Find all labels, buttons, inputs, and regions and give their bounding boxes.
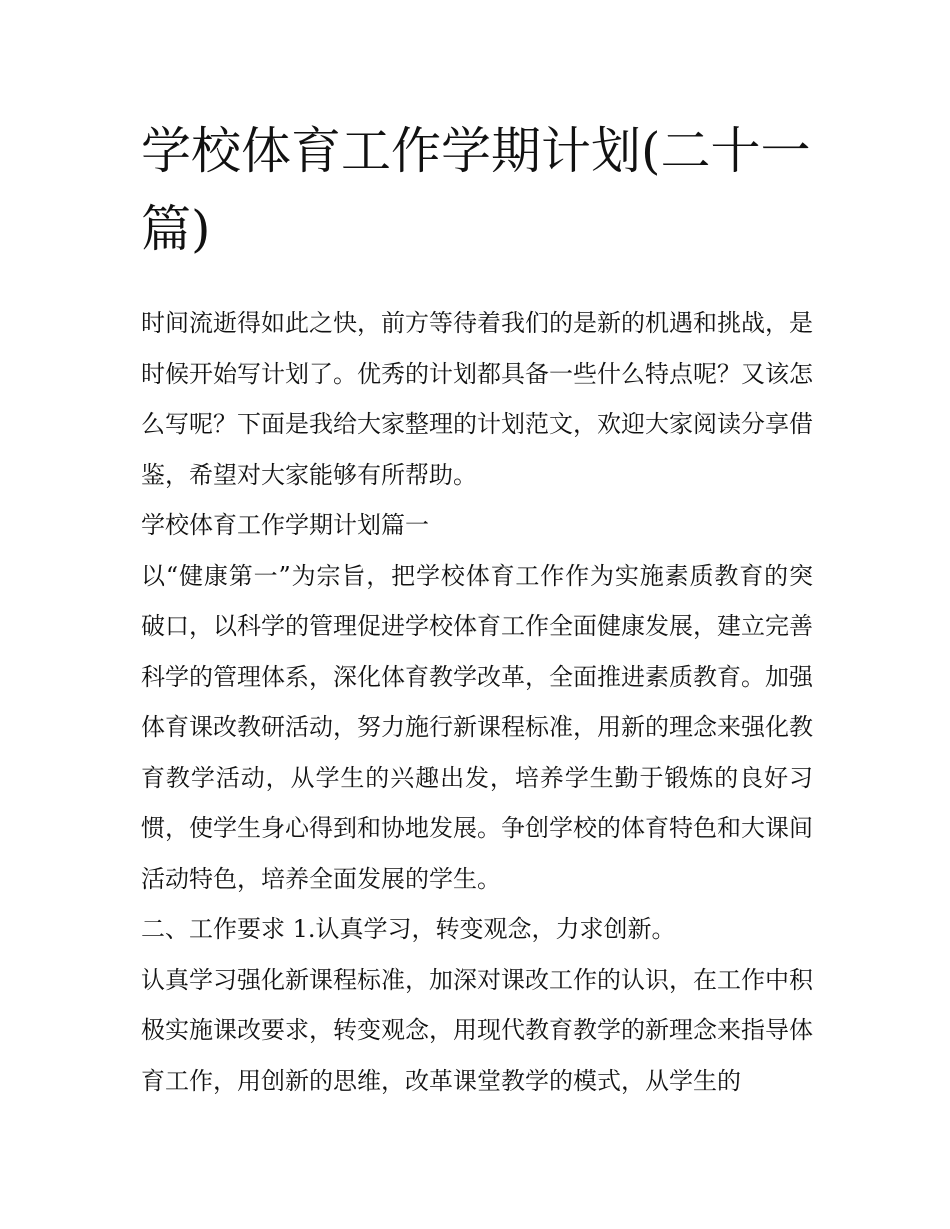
body-paragraph-2: 认真学习强化新课程标准，加深对课改工作的认识，在工作中积极实施课改要求，转变观念，用现代教育教学的新理念来指导体育工作，用创新的思维，改革课堂教学的模式，从学生的: [141, 965, 813, 1095]
body-paragraph-1: 以“健康第一”为宗旨，把学校体育工作作为实施素质教育的突破口，以科学的管理促进学校体育工作全面健康发展，建立完善科学的管理体系，深化体育教学改革，全面推进素质教育。加强体育课改教研活动，努力施行新课程标准，用新的理念来强化教育教学活动，从学生的兴趣出发，培养学生勤于锻炼的良好习惯，使学生身心得到和协地发展。争创学校的体育特色和大课间活动特色，培养全面发展的学生。: [141, 561, 813, 893]
document-body: [141, 112, 813, 1106]
section-heading: 学校体育工作学期计划篇一: [141, 511, 429, 539]
requirements-line: 二、工作要求 1.认真学习，转变观念，力求创新。: [141, 915, 676, 943]
document-title: 学校体育工作学期计划(二十一篇): [141, 122, 811, 258]
intro-paragraph: 时间流逝得如此之快，前方等待着我们的是新的机遇和挑战，是时候开始写计划了。优秀的计划都具备一些什么特点呢？又该怎么写呢？下面是我给大家整理的计划范文，欢迎大家阅读分享借鉴，希望对大家能够有所帮助。: [141, 309, 813, 489]
